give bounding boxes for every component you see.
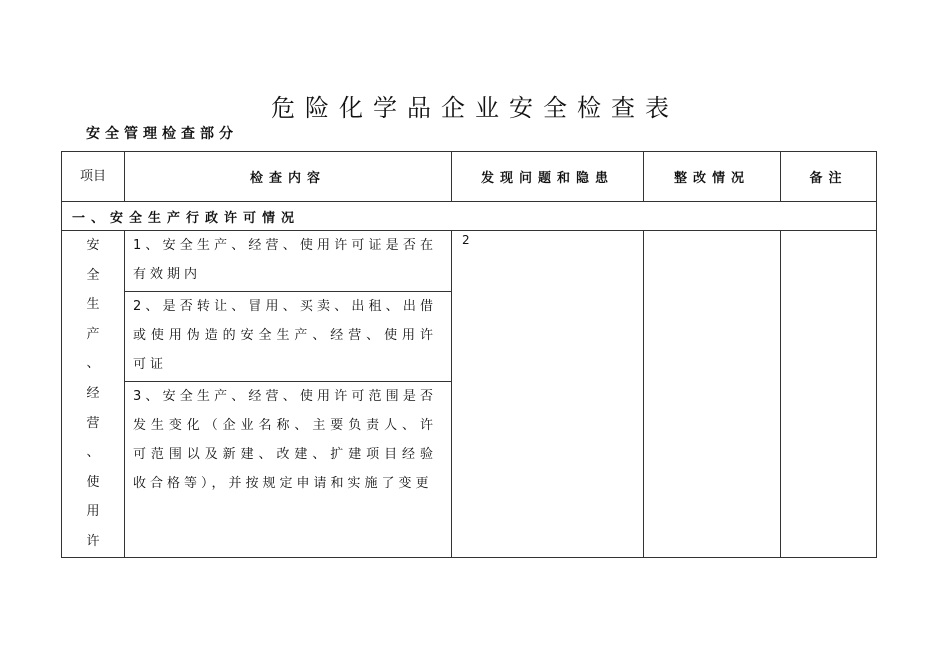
subheading-row bbox=[62, 202, 877, 231]
section-title: 安全管理检查部分 bbox=[86, 126, 238, 142]
header-content: 检查内容 bbox=[125, 152, 452, 202]
item-label-char: 生 bbox=[86, 297, 100, 313]
item-label-char: 全 bbox=[86, 267, 100, 283]
header-item-label: 项目 bbox=[80, 168, 107, 184]
item-label-char: 安 bbox=[86, 238, 100, 253]
item-label-char: 、 bbox=[86, 445, 100, 461]
subheading: 一、安全生产行政许可情况 bbox=[62, 202, 877, 231]
item-label-cell bbox=[62, 231, 125, 558]
item-label-char: 许 bbox=[86, 533, 100, 549]
problems-cell: 2 bbox=[452, 231, 644, 558]
header-item bbox=[62, 152, 125, 202]
table-row bbox=[62, 231, 877, 292]
inspection-table bbox=[61, 151, 877, 558]
rectification-cell bbox=[644, 231, 781, 558]
item-label-char: 、 bbox=[86, 356, 100, 372]
table-header-row bbox=[62, 152, 877, 202]
item-label-char: 使 bbox=[86, 474, 100, 490]
check-item-2: 2、是否转让、冒用、买卖、出租、出借或使用伪造的安全生产、经营、使用许可证 bbox=[125, 291, 452, 381]
header-problems: 发现问题和隐患 bbox=[452, 152, 644, 202]
check-item-3: 3、安全生产、经营、使用许可范围是否发生变化（企业名称、主要负责人、许可范围以及新建、改建、扩建项目经验收合格等），并按规定申请和实施了变更 bbox=[125, 381, 452, 557]
item-label-char: 产 bbox=[86, 326, 100, 342]
item-label-char: 经 bbox=[86, 385, 100, 401]
item-label-char: 用 bbox=[86, 504, 100, 520]
item-label-char: 营 bbox=[86, 415, 100, 431]
remarks-cell bbox=[781, 231, 877, 558]
header-remarks: 备注 bbox=[781, 152, 877, 202]
check-item-1: 1、安全生产、经营、使用许可证是否在有效期内 bbox=[125, 231, 452, 292]
document-title: 危险化学品企业安全检查表 bbox=[271, 94, 679, 122]
header-rectification: 整改情况 bbox=[644, 152, 781, 202]
